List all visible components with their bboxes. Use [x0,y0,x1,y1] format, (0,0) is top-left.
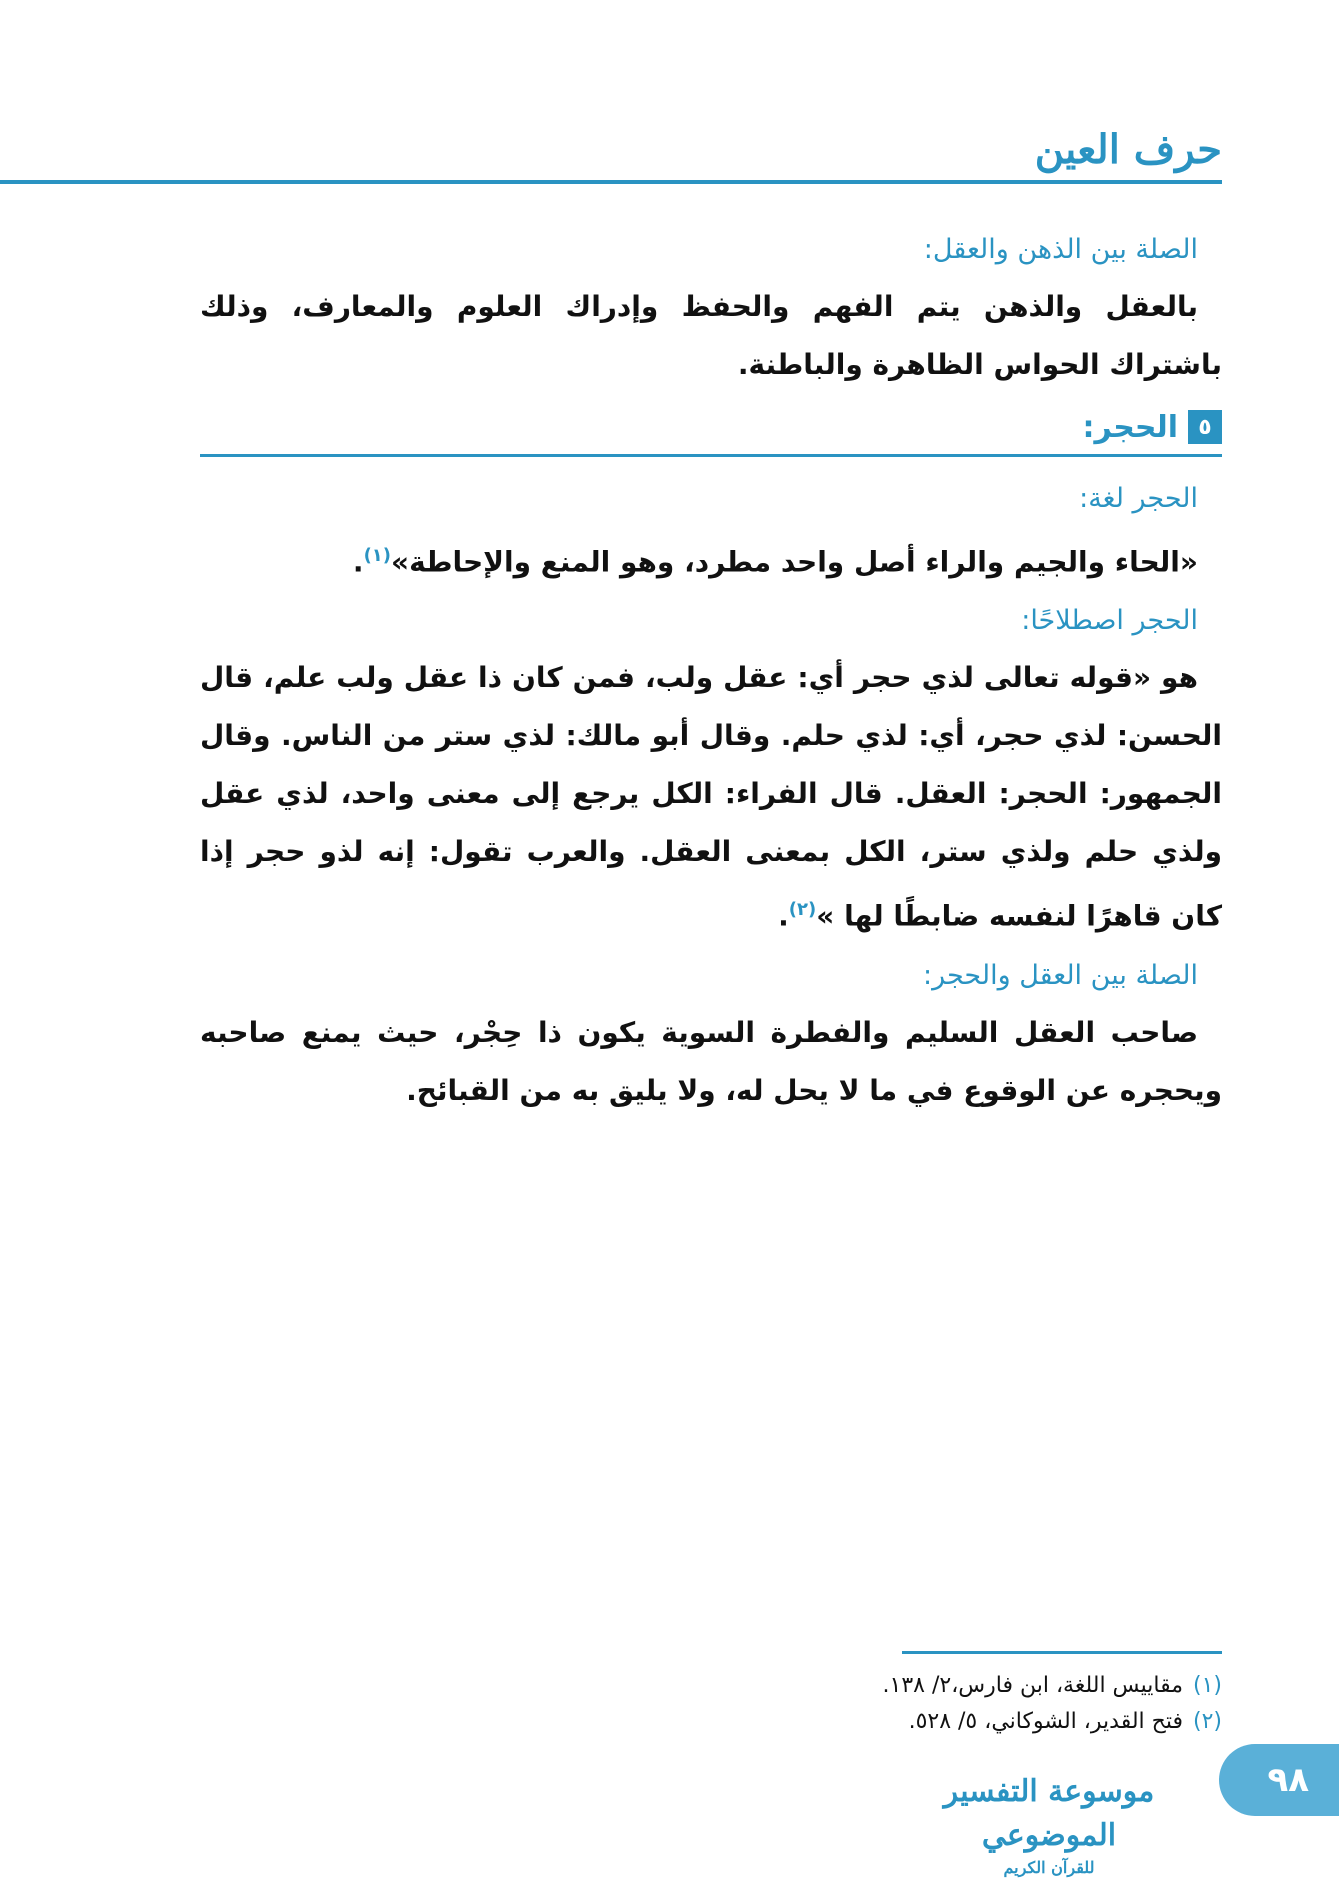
section-title: الحجر: [1082,409,1178,445]
footnote-text: فتح القدير، الشوكاني، ٥/ ٥٢٨. [908,1709,1183,1734]
page-number: ٩٨ [1267,1760,1309,1800]
footnotes [622,1668,1222,1740]
link-mind-intellect-heading: الصلة بين الذهن والعقل: [923,234,1198,265]
footnote-number: (١) [1192,1673,1222,1698]
link-intellect-hijr-heading: الصلة بين العقل والحجر: [923,959,1198,991]
linguistic-end: . [352,545,364,579]
header-divider [0,180,1222,184]
section-header [200,404,1222,450]
linguistic-definition-heading: الحجر لغة: [1079,483,1198,514]
page-body [200,230,1222,1130]
footnote-item [622,1704,1222,1740]
footnote-number: (٢) [1192,1709,1222,1734]
logo-subtitle: للقرآن الكريم [1003,1858,1095,1877]
logo-title: موسوعة التفسير الموضوعي [943,1774,1155,1853]
chapter-title: حرف العين [1034,126,1222,173]
technical-quote: هو «قوله تعالى لذي حجر أي: عقل ولب، فمن كان ذا عقل ولب علم، قال الحسن: لذي حجر، أي: لذي حلم. وقال أبو مالك: لذي ستر من الناس. وقال الجمهور: الحجر: العقل. قال الفراء: الكل يرجع إلى معنى واحد، لذي عقل ولذي حلم ولذي ستر، الكل بمعنى العقل. والعرب تقول: إنه لذو حجر إذا كان قاهرًا لنفسه ضابطًا لها » [200,661,1222,933]
technical-definition-heading: الحجر اصطلاحًا: [1021,605,1198,637]
linguistic-quote: «الحاء والجيم والراء أصل واحد مطرد، وهو المنع والإحاطة» [391,545,1198,579]
footnote-divider [902,1651,1222,1654]
technical-definition-text [200,649,1222,945]
encyclopedia-logo [919,1770,1179,1877]
section-number-badge: ٥ [1188,410,1222,444]
technical-end: . [778,899,789,933]
linguistic-definition-text [200,527,1222,591]
link-mind-intellect-text: بالعقل والذهن يتم الفهم والحفظ وإدراك العلوم والمعارف، وذلك باشتراك الحواس الظاهرة والباطنة. [200,290,1222,381]
footnote-item [622,1668,1222,1704]
link-intellect-hijr-text: صاحب العقل السليم والفطرة السوية يكون ذا حِجْر، حيث يمنع صاحبه ويحجره عن الوقوع في ما لا يحل له، ولا يليق به من القبائح. [200,1015,1222,1107]
footnote-ref-2[interactable]: (٢) [788,899,817,921]
footnote-text: مقاييس اللغة، ابن فارس،٢/ ١٣٨. [882,1673,1183,1698]
section-divider [200,454,1222,457]
footnote-ref-1[interactable]: (١) [363,545,392,566]
